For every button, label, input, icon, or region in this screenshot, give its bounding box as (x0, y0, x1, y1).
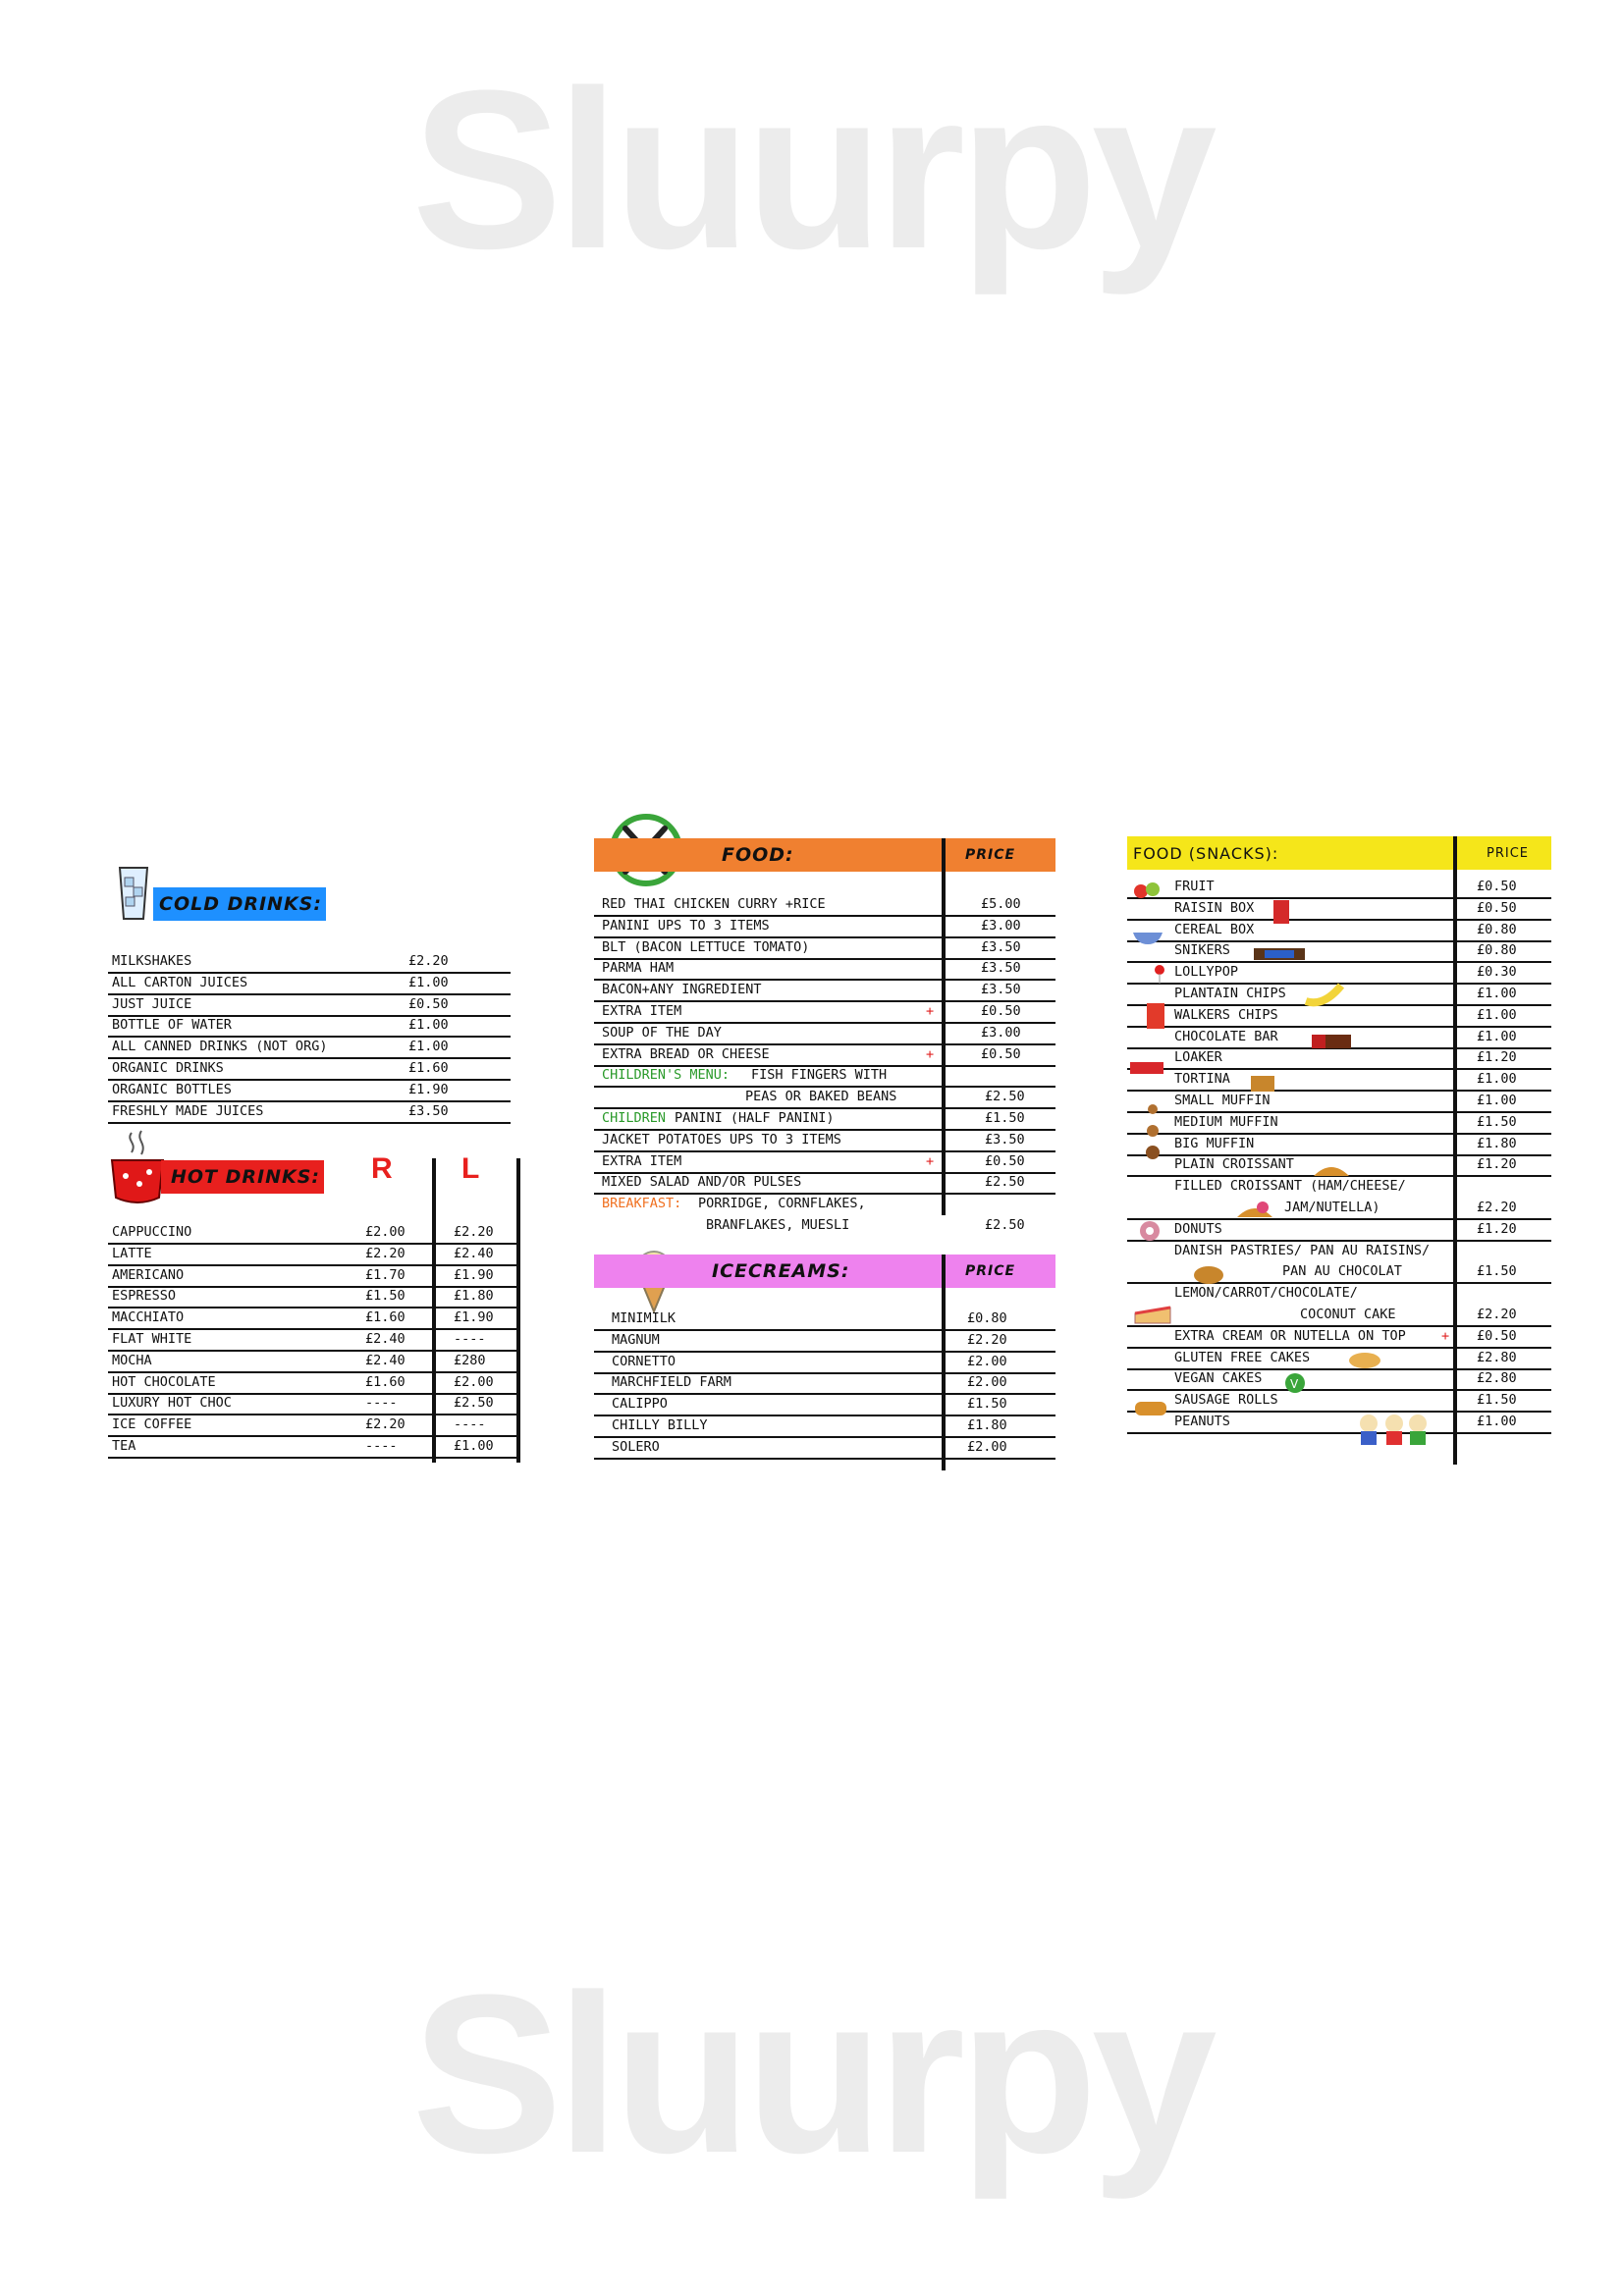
item-price: £0.50 (1477, 1327, 1517, 1344)
snack-row (1127, 1411, 1551, 1434)
donuts-row (1127, 1218, 1551, 1242)
item-price: £2.80 (1477, 1349, 1517, 1365)
breakfast-text: BRANFLAKES, MUESLI (706, 1217, 850, 1233)
item-price: £3.00 (981, 917, 1021, 934)
filled-croissant-row-2 (1127, 1197, 1551, 1220)
item-name: ORGANIC BOTTLES (112, 1081, 232, 1097)
lollipop-icon (1153, 964, 1166, 984)
snack-row (1127, 1090, 1551, 1113)
tortina-icon (1249, 1072, 1276, 1094)
item-price-regular: £2.00 (365, 1224, 406, 1240)
food-row (594, 936, 1055, 960)
item-name: HOT CHOCOLATE (112, 1373, 216, 1390)
icecreams-title: ICECREAMS: (712, 1260, 850, 1282)
item-name: PARMA HAM (602, 960, 675, 977)
item-price: £1.20 (1477, 1156, 1517, 1173)
icecreams-price-label: PRICE (965, 1263, 1016, 1279)
item-price: £3.00 (981, 1024, 1021, 1041)
item-price: £2.20 (1477, 1200, 1517, 1215)
item-name: EXTRA BREAD OR CHEESE (602, 1045, 770, 1062)
watermark-bottom (0, 1944, 1623, 2204)
item-name: FRESHLY MADE JUICES (112, 1102, 264, 1119)
snack-row (1127, 897, 1551, 921)
children-panini-label: CHILDREN (602, 1110, 667, 1126)
item-name: EXTRA ITEM (602, 1152, 682, 1169)
icecream-row (594, 1415, 1055, 1438)
item-price: £1.60 (408, 1060, 449, 1076)
snack-row (1127, 919, 1551, 942)
vegan-badge-icon (1284, 1372, 1306, 1394)
item-price-regular: £1.60 (365, 1373, 406, 1390)
glass-icon (114, 864, 153, 923)
item-price-large: £280 (454, 1352, 486, 1368)
hot-drink-row (108, 1264, 520, 1288)
food-panel (594, 813, 1055, 1233)
item-name: EXTRA CREAM OR NUTELLA ON TOP (1174, 1327, 1406, 1344)
cold-drink-row (108, 1036, 511, 1059)
item-price: £1.00 (1477, 1414, 1517, 1429)
item-name: MACCHIATO (112, 1309, 185, 1326)
cold-drink-row (108, 1100, 511, 1124)
cold-drink-row (108, 1079, 511, 1102)
item-name: MOCHA (112, 1352, 152, 1368)
hot-drink-row (108, 1328, 520, 1352)
item-name: ICE COFFEE (112, 1416, 192, 1433)
item-price: £1.00 (408, 1039, 449, 1055)
item-price: £1.50 (1477, 1263, 1517, 1280)
chocolate-bar-icon (1310, 1031, 1353, 1052)
food-row (594, 957, 1055, 981)
item-name: MINIMILK (612, 1310, 676, 1326)
item-name: TORTINA (1174, 1071, 1230, 1088)
item-price-large: £2.00 (454, 1373, 494, 1390)
children-menu-text: PEAS OR BAKED BEANS (745, 1089, 897, 1105)
item-price: £2.50 (985, 1174, 1025, 1191)
danish-row-2 (1127, 1260, 1551, 1284)
muffin-icon (1143, 1101, 1163, 1160)
item-name: CHOCOLATE BAR (1174, 1028, 1278, 1044)
item-name: BACON+ANY INGREDIENT (602, 982, 762, 998)
hot-drinks-col-l: L (461, 1152, 480, 1185)
item-price: £2.00 (967, 1374, 1007, 1391)
cake-icon (1131, 1294, 1174, 1327)
item-name: PEANUTS (1174, 1414, 1230, 1429)
raisin-box-icon (1272, 899, 1290, 925)
item-name: PLANTAIN CHIPS (1174, 986, 1286, 1001)
item-price: £5.00 (981, 896, 1021, 912)
danish-pastry-icon (1192, 1264, 1225, 1286)
plus-mark: + (926, 1045, 935, 1062)
item-price: £2.00 (967, 1438, 1007, 1455)
plus-mark: + (926, 1003, 935, 1019)
item-price: £1.00 (408, 974, 449, 990)
item-price: £1.20 (1477, 1220, 1517, 1237)
food-row (594, 1043, 1055, 1067)
croissant-icon (1310, 1158, 1353, 1180)
item-price: £1.80 (967, 1417, 1007, 1433)
hot-drink-row (108, 1435, 520, 1459)
item-price: £1.00 (1477, 1093, 1517, 1108)
item-price-large: £1.80 (454, 1288, 494, 1305)
item-name: LOLLYPOP (1174, 964, 1239, 981)
item-name: WALKERS CHIPS (1174, 1006, 1278, 1023)
item-price-regular: £1.70 (365, 1266, 406, 1283)
item-name: PAN AU CHOCOLAT (1282, 1263, 1402, 1280)
svg-text:V: V (1290, 1377, 1299, 1391)
food-row (594, 1000, 1055, 1024)
snack-row (1127, 1389, 1551, 1413)
icecreams-header (594, 1255, 1055, 1288)
item-name: ALL CARTON JUICES (112, 974, 248, 990)
item-price: £0.50 (1477, 899, 1517, 916)
item-name: MIXED SALAD AND/OR PULSES (602, 1174, 802, 1191)
hot-drink-row (108, 1350, 520, 1373)
watermark-top (0, 39, 1623, 299)
chips-icon (1145, 1001, 1166, 1031)
item-price: £1.00 (1477, 1071, 1517, 1088)
snack-row (1127, 1325, 1551, 1349)
item-price: £1.90 (408, 1081, 449, 1097)
item-name: DONUTS (1174, 1220, 1222, 1237)
item-price: £3.50 (985, 1131, 1025, 1148)
item-price: £3.50 (408, 1102, 449, 1119)
snack-row (1127, 939, 1551, 963)
item-name: GLUTEN FREE CAKES (1174, 1349, 1311, 1365)
item-price: £1.00 (1477, 986, 1517, 1001)
food-title: FOOD: (722, 844, 794, 866)
cold-drink-row (108, 1057, 511, 1081)
plus-mark: + (926, 1152, 935, 1169)
item-name: ALL CANNED DRINKS (NOT ORG) (112, 1039, 328, 1055)
item-name: LUXURY HOT CHOC (112, 1395, 232, 1412)
icecream-row (594, 1308, 1055, 1331)
snack-row (1127, 1347, 1551, 1370)
item-name: ESPRESSO (112, 1288, 177, 1305)
item-price: £0.80 (967, 1310, 1007, 1326)
peanuts-characters-icon (1355, 1410, 1434, 1449)
item-name: JAM/NUTELLA) (1284, 1200, 1380, 1215)
item-price: £0.50 (981, 1003, 1021, 1019)
item-price-regular: ---- (365, 1395, 398, 1412)
plus-mark: + (1441, 1327, 1450, 1344)
item-name: MAGNUM (612, 1331, 660, 1348)
item-price: £1.50 (1477, 1113, 1517, 1130)
children-menu-row-1 (594, 1064, 1055, 1088)
item-name: LATTE (112, 1245, 152, 1261)
item-price-regular: £2.40 (365, 1331, 406, 1347)
icecream-row (594, 1371, 1055, 1395)
item-price-large: £1.00 (454, 1438, 494, 1454)
item-price: £2.20 (408, 953, 449, 969)
item-name: FLAT WHITE (112, 1331, 192, 1347)
food-row (594, 1150, 1055, 1174)
hot-drinks-col-r: R (371, 1152, 393, 1185)
cold-drinks-title: COLD DRINKS: (159, 893, 322, 915)
filled-croissant-icon (1233, 1200, 1276, 1221)
item-price-large: ---- (454, 1331, 486, 1347)
item-name: COCONUT CAKE (1300, 1307, 1396, 1322)
food-row (594, 893, 1055, 917)
snack-row (1127, 876, 1551, 899)
cold-drink-row (108, 950, 511, 974)
hot-drinks-title: HOT DRINKS: (171, 1166, 321, 1188)
breakfast-row-2 (594, 1214, 1055, 1236)
food-row (594, 979, 1055, 1002)
children-panini-row (594, 1107, 1055, 1131)
item-name: CAPPUCCINO (112, 1224, 192, 1240)
item-name: FILLED CROISSANT (HAM/CHEESE/ (1174, 1178, 1406, 1195)
item-price: £3.50 (981, 938, 1021, 955)
item-price: £0.80 (1477, 921, 1517, 937)
item-name: DANISH PASTRIES/ PAN AU RAISINS/ (1174, 1242, 1431, 1258)
item-name: CEREAL BOX (1174, 921, 1255, 937)
food-row (594, 1129, 1055, 1152)
item-price: £0.80 (1477, 942, 1517, 959)
food-row (594, 915, 1055, 938)
hot-drink-row (108, 1414, 520, 1437)
item-price-large: £1.90 (454, 1266, 494, 1283)
item-name: FRUIT (1174, 879, 1215, 894)
item-price: £1.00 (408, 1017, 449, 1034)
food-row (594, 1022, 1055, 1045)
hot-drink-row (108, 1221, 520, 1245)
children-menu-text: FISH FINGERS WITH (751, 1067, 888, 1084)
snacks-price-label: PRICE (1487, 845, 1529, 861)
item-name: BIG MUFFIN (1174, 1135, 1255, 1151)
item-name: CHILLY BILLY (612, 1417, 708, 1433)
item-price: £2.80 (1477, 1370, 1517, 1387)
item-name: JUST JUICE (112, 995, 192, 1012)
item-name: SOLERO (612, 1438, 660, 1455)
children-menu-row-2 (594, 1086, 1055, 1109)
icecream-row (594, 1329, 1055, 1353)
banana-icon (1302, 982, 1345, 1007)
snack-row (1127, 1004, 1551, 1028)
cold-drinks-header (153, 887, 326, 921)
item-price: £0.50 (985, 1152, 1025, 1169)
watermark-text: Sluurpy (411, 43, 1212, 295)
icecream-row (594, 1351, 1055, 1374)
item-price: £1.20 (1477, 1049, 1517, 1066)
hot-drink-row (108, 1307, 520, 1330)
item-name: ORGANIC DRINKS (112, 1060, 224, 1076)
item-name: TEA (112, 1438, 136, 1454)
item-price: £2.50 (985, 1089, 1025, 1105)
item-price: £0.50 (408, 995, 449, 1012)
item-name: EXTRA ITEM (602, 1003, 682, 1019)
item-name: MARCHFIELD FARM (612, 1374, 731, 1391)
children-panini-text: PANINI (HALF PANINI) (675, 1110, 835, 1126)
snack-row (1127, 1133, 1551, 1156)
hot-drink-row (108, 1285, 520, 1308)
hot-drink-row (108, 1243, 520, 1266)
item-name: SMALL MUFFIN (1174, 1093, 1271, 1108)
item-price-large: £2.40 (454, 1245, 494, 1261)
cake-row-1 (1127, 1282, 1551, 1304)
item-name: JACKET POTATOES UPS TO 3 ITEMS (602, 1131, 841, 1148)
loaker-icon (1129, 1060, 1164, 1076)
item-price: £0.50 (981, 1045, 1021, 1062)
item-price-regular: £1.60 (365, 1309, 406, 1326)
snickers-icon (1253, 946, 1306, 962)
food-header (594, 838, 1055, 872)
snacks-header (1127, 836, 1551, 870)
item-name: PANINI UPS TO 3 ITEMS (602, 917, 770, 934)
item-price-large: £2.20 (454, 1224, 494, 1240)
item-name: AMERICANO (112, 1266, 185, 1283)
cold-drink-row (108, 1014, 511, 1038)
breakfast-label: BREAKFAST: (602, 1196, 682, 1212)
hot-drinks-header (161, 1160, 324, 1194)
cereal-bowl-icon (1131, 927, 1164, 946)
watermark-text: Sluurpy (411, 1948, 1212, 2200)
fruit-icon (1131, 880, 1164, 899)
hot-drinks-panel (108, 1129, 520, 1463)
cold-drink-row (108, 993, 511, 1017)
cake-row-2 (1127, 1304, 1551, 1327)
breakfast-row-1 (594, 1193, 1055, 1214)
item-name: MEDIUM MUFFIN (1174, 1113, 1278, 1130)
breakfast-text: PORRIDGE, CORNFLAKES, (698, 1196, 866, 1212)
item-price: £2.00 (967, 1353, 1007, 1369)
snacks-panel (1127, 836, 1551, 1465)
snacks-title: FOOD (SNACKS): (1133, 843, 1279, 863)
item-price: £2.50 (985, 1217, 1025, 1233)
item-name: RAISIN BOX (1174, 899, 1255, 916)
item-name: LEMON/CARROT/CHOCOLATE/ (1174, 1285, 1358, 1302)
danish-row-1 (1127, 1240, 1551, 1261)
sausage-roll-icon (1131, 1396, 1170, 1421)
item-price-regular: £2.40 (365, 1352, 406, 1368)
item-price-regular: £1.50 (365, 1288, 406, 1305)
item-price: £3.50 (981, 960, 1021, 977)
item-name: RED THAI CHICKEN CURRY +RICE (602, 896, 826, 912)
item-name: SNIKERS (1174, 942, 1230, 959)
tart-icon (1347, 1351, 1382, 1370)
item-price-regular: £2.20 (365, 1416, 406, 1433)
item-name: BOTTLE OF WATER (112, 1017, 232, 1034)
hot-drink-row (108, 1371, 520, 1395)
item-price-large: £2.50 (454, 1395, 494, 1412)
cold-drink-row (108, 972, 511, 995)
item-price: £1.00 (1477, 1006, 1517, 1023)
item-name: CORNETTO (612, 1353, 676, 1369)
icecream-row (594, 1393, 1055, 1416)
item-price: £1.50 (985, 1110, 1025, 1126)
snack-row (1127, 1068, 1551, 1092)
item-name: PLAIN CROISSANT (1174, 1156, 1294, 1173)
item-price: £2.20 (1477, 1307, 1517, 1322)
snack-row (1127, 1367, 1551, 1391)
item-price-large: £1.90 (454, 1309, 494, 1326)
icecream-row (594, 1436, 1055, 1460)
item-price: £3.50 (981, 982, 1021, 998)
donut-icon (1135, 1219, 1164, 1243)
item-name: VEGAN CAKES (1174, 1370, 1263, 1387)
item-price-regular: £2.20 (365, 1245, 406, 1261)
item-price: £0.30 (1477, 964, 1517, 981)
item-price-regular: ---- (365, 1438, 398, 1454)
item-price: £1.50 (967, 1396, 1007, 1413)
item-price: £2.20 (967, 1331, 1007, 1348)
children-menu-label: CHILDREN'S MENU: (602, 1067, 730, 1084)
food-price-label: PRICE (965, 847, 1016, 863)
snack-row (1127, 1111, 1551, 1135)
item-name: SOUP OF THE DAY (602, 1024, 722, 1041)
item-price: £1.50 (1477, 1392, 1517, 1409)
item-price-large: ---- (454, 1416, 486, 1433)
item-name: BLT (BACON LETTUCE TOMATO) (602, 938, 810, 955)
item-name: LOAKER (1174, 1049, 1222, 1066)
food-row (594, 1171, 1055, 1195)
item-name: SAUSAGE ROLLS (1174, 1392, 1278, 1409)
item-name: MILKSHAKES (112, 953, 192, 969)
icecreams-panel (594, 1245, 1055, 1470)
item-price: £0.50 (1477, 879, 1517, 894)
item-price: £1.80 (1477, 1135, 1517, 1151)
item-name: CALIPPO (612, 1396, 668, 1413)
hot-drink-row (108, 1392, 520, 1415)
item-price: £1.00 (1477, 1028, 1517, 1044)
